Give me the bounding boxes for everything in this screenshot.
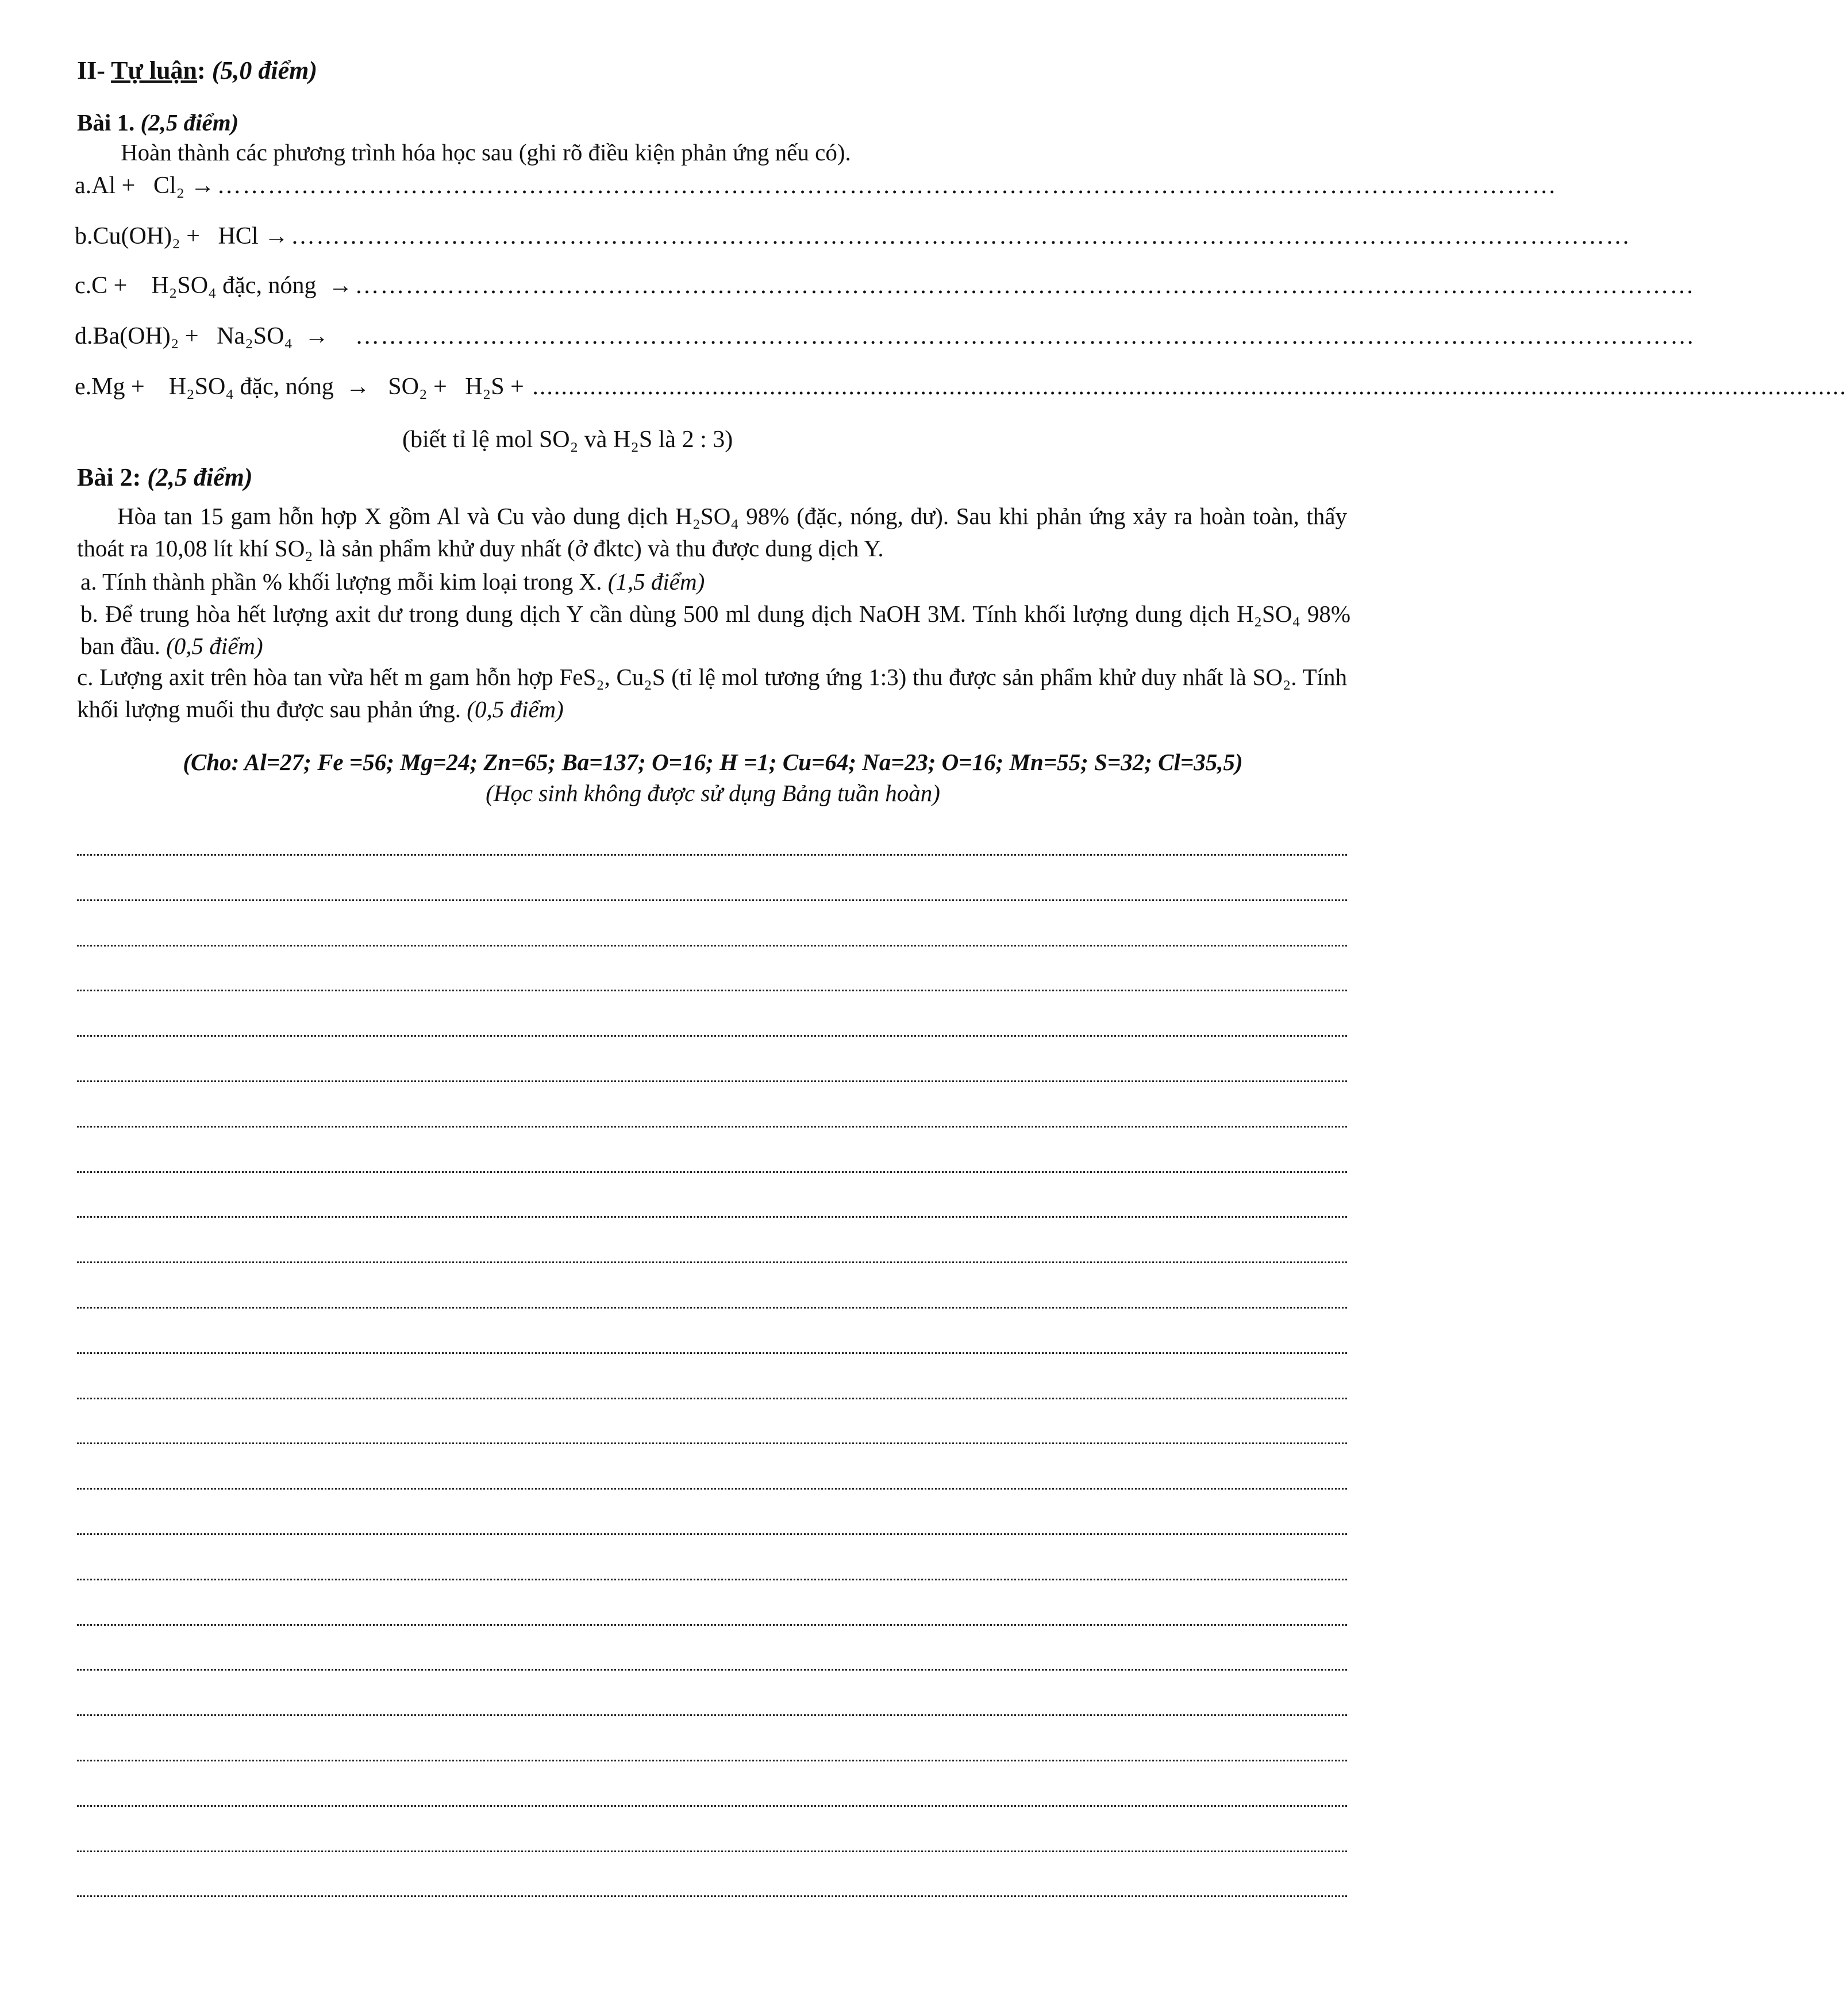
answer-line [77, 1760, 1347, 1761]
answer-line [77, 1307, 1347, 1309]
answer-line [77, 854, 1347, 856]
part-b-points: (0,5 điểm) [160, 633, 263, 659]
bai2-problem: Hòa tan 15 gam hỗn hợp X gồm Al và Cu vào dung dịch H₂SO₄ 98% (đặc, nóng, dư). Sau khi phản ứng xảy ra hoàn toàn, thấy thoát ra 10,08 lít khí SO₂ là sản phẩm khử duy nhất (ở đktc) và thu được dung dịch Y. [77, 503, 1347, 561]
answer-line [77, 899, 1347, 901]
answer-dots: ....................................................................................................................................................................................... [532, 374, 1847, 400]
equation-text: C + H₂SO₄ đặc, nóng → [91, 272, 353, 299]
answer-line [77, 945, 1347, 947]
bai1-instruction: Hoàn thành các phương trình hóa học sau (ghi rõ điều kiện phản ứng nếu có). [121, 139, 851, 166]
part-c-text: c. Lượng axit trên hòa tan vừa hết m gam hỗn hợp FeS₂, Cu₂S (tỉ lệ mol tương ứng 1:3) thu được sản phẩm khử duy nhất là SO₂. Tính khối lượng muối thu được sau phản ứng. [77, 664, 1347, 722]
part-a-points: (1,5 điểm) [602, 568, 705, 595]
equation-letter: d. [75, 323, 93, 349]
equation-letter: a. [75, 172, 92, 199]
answer-line [77, 1714, 1347, 1716]
answer-line [77, 1895, 1347, 1897]
bai1-points: (2,5 điểm) [134, 109, 239, 136]
equation-letter: c. [75, 272, 92, 299]
part-c-points: (0,5 điểm) [461, 696, 564, 722]
given-atomic-masses: (Cho: Al=27; Fe =56; Mg=24; Zn=65; Ba=137; O=16; H =1; Cu=64; Na=23; O=16; Mn=55; S=32; Cl=35,5) [183, 749, 1243, 775]
equation-letter: e. [75, 374, 92, 400]
equation-text: Ba(OH)₂ + Na₂SO₄ → [93, 323, 353, 349]
bai2-part-c [77, 661, 1347, 725]
section-name: Tự luận [111, 56, 198, 84]
answer-line [77, 1488, 1347, 1490]
answer-dots: …………………………………………………………………………………………………………………………………………… [217, 172, 1557, 199]
bai1-heading [77, 108, 238, 137]
answer-line [77, 1080, 1347, 1082]
answer-line [77, 1850, 1347, 1852]
answer-line [77, 1579, 1347, 1580]
periodic-table-note: (Học sinh không được sử dụng Bảng tuần hoàn) [486, 780, 940, 806]
bai2-label: Bài 2: [77, 463, 141, 491]
equation-c [75, 271, 1695, 300]
answer-line [77, 1442, 1347, 1444]
equation-text: Al + Cl₂ → [91, 172, 215, 199]
part-b-text: b. Để trung hòa hết lượng axit dư trong dung dịch Y cần dùng 500 ml dung dịch NaOH 3M. Tính khối lượng dung dịch H₂SO₄ 98% ban đầu. [80, 601, 1350, 659]
section-colon: : [197, 56, 212, 84]
section-prefix: II- [77, 56, 111, 84]
answer-line [77, 1352, 1347, 1354]
bai2-heading [77, 463, 253, 492]
answer-line [77, 1035, 1347, 1037]
equation-b [75, 222, 1631, 251]
equation-d [75, 322, 1696, 351]
answer-dots: …………………………………………………………………………………………………………………………………………… [291, 223, 1631, 249]
equation-e [75, 372, 1847, 401]
bai1-label: Bài 1. [77, 109, 135, 136]
section-points: (5,0 điểm) [211, 56, 317, 84]
part-a-text: a. Tính thành phần % khối lượng mỗi kim loại trong X. [80, 568, 602, 595]
answer-line [77, 1398, 1347, 1399]
section-title [77, 56, 317, 85]
bai2-part-a [80, 565, 1350, 598]
equation-letter: b. [75, 223, 93, 249]
answer-dots: …………………………………………………………………………………………………………………………………………… [355, 272, 1695, 299]
equation-text: Mg + H₂SO₄ đặc, nóng → SO₂ + H₂S + [91, 374, 530, 400]
answer-line [77, 1669, 1347, 1671]
answer-line [77, 1171, 1347, 1173]
bai2-part-b [80, 598, 1350, 662]
answer-dots: …………………………………………………………………………………………………………………………………………… [355, 323, 1696, 349]
equation-a [75, 171, 1557, 200]
answer-line [77, 990, 1347, 991]
answer-line [77, 1805, 1347, 1807]
answer-line [77, 1126, 1347, 1128]
bai2-points: (2,5 điểm) [141, 463, 253, 491]
answer-line [77, 1624, 1347, 1626]
equation-text: Cu(OH)₂ + HCl → [93, 223, 288, 249]
answer-line [77, 1533, 1347, 1535]
answer-line [77, 1261, 1347, 1263]
answer-line [77, 1216, 1347, 1218]
ratio-note: (biết tỉ lệ mol SO₂ và H₂S là 2 : 3) [402, 426, 733, 453]
